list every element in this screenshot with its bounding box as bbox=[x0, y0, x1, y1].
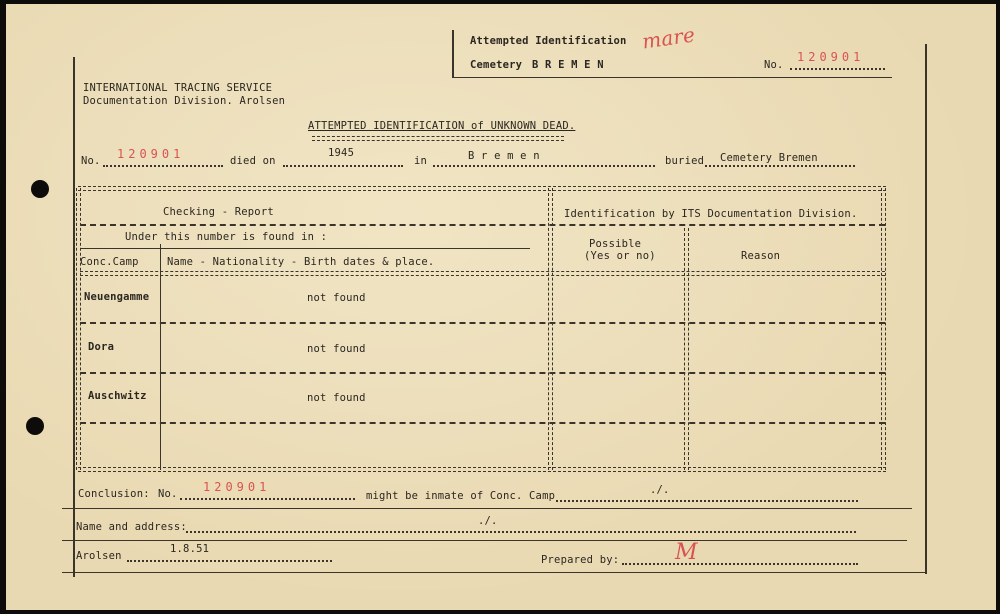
conclusion-no-dots bbox=[180, 498, 355, 500]
camp-value-dots bbox=[556, 500, 858, 502]
header-no-dots bbox=[790, 68, 885, 70]
table-right-border bbox=[881, 188, 886, 470]
possible-header-line-1: Possible bbox=[589, 238, 642, 250]
punch-hole-top bbox=[31, 180, 49, 198]
name-address-value: ./. bbox=[478, 515, 498, 527]
column-header-border bbox=[80, 271, 885, 276]
in-label: in bbox=[414, 155, 428, 167]
conclusion-no-value: 120901 bbox=[203, 480, 271, 494]
prepared-by-label: Prepared by: bbox=[541, 554, 620, 566]
checking-report-underline bbox=[80, 224, 885, 226]
cemetery-label: Cemetery bbox=[470, 59, 523, 71]
found-in-heading: Under this number is found in : bbox=[125, 231, 328, 243]
found-in-underline bbox=[80, 248, 530, 249]
name-address-separator bbox=[62, 540, 907, 541]
row-divider-1 bbox=[80, 322, 885, 324]
footer-date-dots bbox=[127, 560, 332, 562]
table-row-result: not found bbox=[307, 392, 366, 404]
buried-value: Cemetery Bremen bbox=[720, 152, 818, 164]
prepared-by-signature: M bbox=[675, 540, 698, 565]
record-no-value: 120901 bbox=[117, 147, 185, 161]
buried-dots bbox=[705, 165, 855, 167]
died-on-value: 1945 bbox=[328, 147, 355, 159]
table-row-camp: Auschwitz bbox=[88, 390, 147, 402]
footer-date: 1.8.51 bbox=[170, 543, 210, 555]
table-middle-divider bbox=[548, 188, 553, 470]
table-row-result: not found bbox=[307, 292, 366, 304]
attempted-identification-label: Attempted Identification bbox=[470, 35, 627, 47]
died-on-dots bbox=[283, 165, 403, 167]
conclusion-label: Conclusion: bbox=[78, 488, 150, 500]
header-box-left-border bbox=[452, 30, 454, 78]
record-no-dots bbox=[103, 165, 223, 167]
checking-report-heading: Checking - Report bbox=[163, 206, 274, 218]
org-line-2: Documentation Division. Arolsen bbox=[83, 95, 286, 107]
name-column-header: Name - Nationality - Birth dates & place. bbox=[167, 256, 435, 268]
table-row-camp: Dora bbox=[88, 341, 115, 353]
possible-reason-divider bbox=[684, 228, 689, 470]
in-dots bbox=[433, 165, 655, 167]
reason-header: Reason bbox=[741, 250, 781, 262]
table-row-camp: Neuengamme bbox=[84, 291, 150, 303]
header-no-label: No. bbox=[764, 59, 784, 71]
conclusion-no-label: No. bbox=[158, 488, 178, 500]
table-left-border bbox=[76, 188, 81, 470]
in-value: B r e m e n bbox=[468, 150, 540, 162]
row-divider-3 bbox=[80, 422, 885, 424]
table-bottom-border bbox=[78, 467, 886, 472]
name-address-label: Name and address: bbox=[76, 521, 187, 533]
footer-place: Arolsen bbox=[76, 550, 122, 562]
card-bottom-border bbox=[62, 572, 927, 573]
possible-header-line-2: (Yes or no) bbox=[584, 250, 656, 262]
row-divider-2 bbox=[80, 372, 885, 374]
camp-value: ./. bbox=[650, 484, 670, 496]
table-top-border bbox=[78, 186, 886, 191]
table-row-result: not found bbox=[307, 343, 366, 355]
might-be-inmate-label: might be inmate of Conc. Camp bbox=[366, 490, 556, 502]
name-address-dots bbox=[186, 531, 856, 533]
org-line-1: INTERNATIONAL TRACING SERVICE bbox=[83, 82, 273, 94]
record-no-label: No. bbox=[81, 155, 101, 167]
header-no-value: 120901 bbox=[797, 50, 865, 64]
conclusion-separator bbox=[62, 508, 912, 509]
document-title: ATTEMPTED IDENTIFICATION of UNKNOWN DEAD. bbox=[308, 120, 576, 132]
header-box-right-border bbox=[925, 44, 927, 574]
cemetery-value: B R E M E N bbox=[532, 59, 604, 71]
handwritten-mark: mare bbox=[640, 22, 697, 54]
card-left-border bbox=[73, 57, 75, 577]
prepared-by-dots bbox=[622, 563, 858, 565]
buried-label: buried bbox=[665, 155, 705, 167]
camp-name-divider bbox=[160, 244, 161, 470]
title-double-underline bbox=[312, 136, 564, 141]
punch-hole-bottom bbox=[26, 417, 44, 435]
camp-column-header: Conc.Camp bbox=[80, 256, 139, 268]
header-box-bottom-border bbox=[452, 77, 892, 78]
died-on-label: died on bbox=[230, 155, 276, 167]
identification-heading: Identification by ITS Documentation Division. bbox=[564, 208, 858, 220]
